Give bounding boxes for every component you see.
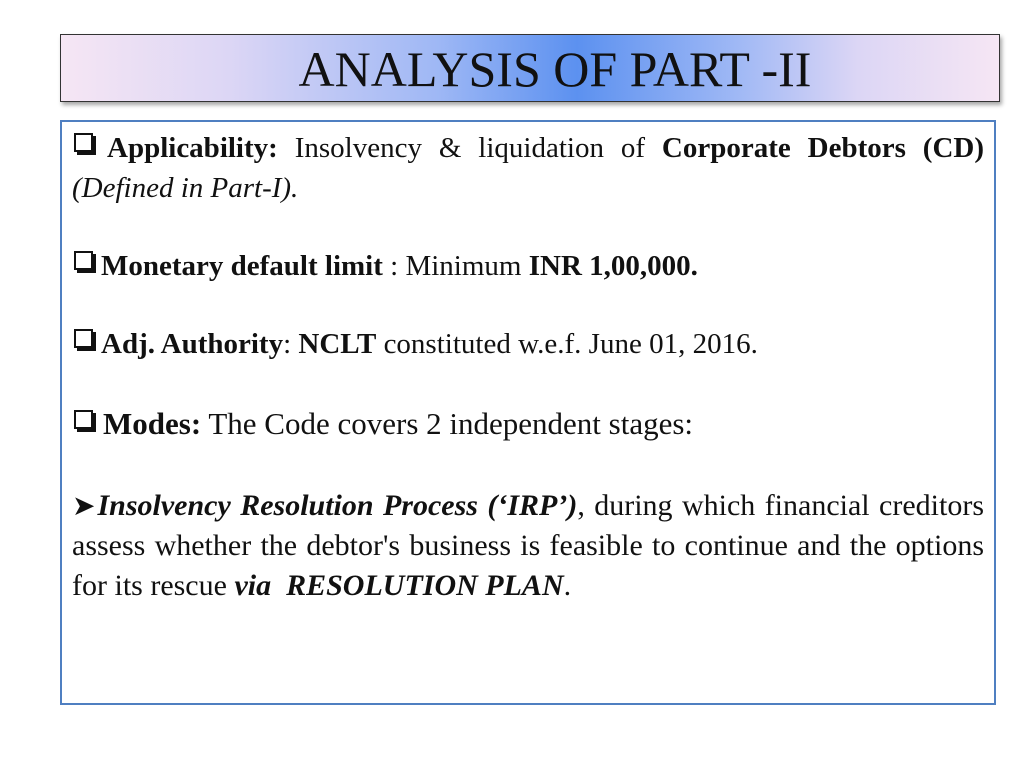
bullet-modes bbox=[72, 404, 984, 444]
irp-plan: RESOLUTION PLAN bbox=[286, 569, 564, 602]
applicability-label: Applicability: bbox=[107, 132, 278, 164]
irp-title: Insolvency Resolution Process (‘IRP’) bbox=[97, 489, 578, 522]
monetary-text: : Minimum bbox=[382, 250, 529, 282]
authority-text-2: constituted w.e.f. June 01, 2016. bbox=[376, 328, 758, 360]
modes-label: Modes: bbox=[103, 406, 202, 441]
square-bullet-icon bbox=[74, 133, 93, 152]
irp-text: , during which financial creditors assess whether the debtor's business is feasible to continue and the options for its rescue bbox=[72, 489, 984, 602]
bullet-authority bbox=[72, 324, 984, 364]
arrow-bullet-icon: ➤ bbox=[72, 489, 96, 522]
applicability-italic: (Defined in Part-I). bbox=[72, 172, 299, 204]
bullet-monetary bbox=[72, 246, 984, 286]
bullet-applicability bbox=[72, 128, 984, 208]
irp-end: . bbox=[563, 569, 572, 602]
authority-bold: NCLT bbox=[298, 328, 377, 360]
applicability-text: Insolvency & liquidation of bbox=[277, 132, 662, 164]
title-bar bbox=[60, 34, 1000, 102]
content-box bbox=[60, 120, 996, 705]
irp-via: via bbox=[234, 569, 272, 602]
square-bullet-icon bbox=[74, 251, 93, 270]
page-title: ANALYSIS OF PART -II bbox=[298, 41, 812, 97]
monetary-bold: INR 1,00,000. bbox=[528, 250, 698, 282]
monetary-label: Monetary default limit bbox=[101, 250, 383, 282]
applicability-bold: Corporate Debtors (CD) bbox=[661, 132, 984, 164]
bullet-irp bbox=[72, 486, 984, 606]
square-bullet-icon bbox=[74, 410, 93, 429]
square-bullet-icon bbox=[74, 329, 93, 348]
modes-text: The Code covers 2 independent stages: bbox=[201, 406, 694, 441]
authority-text: : bbox=[283, 328, 299, 360]
authority-label: Adj. Authority bbox=[101, 328, 284, 360]
